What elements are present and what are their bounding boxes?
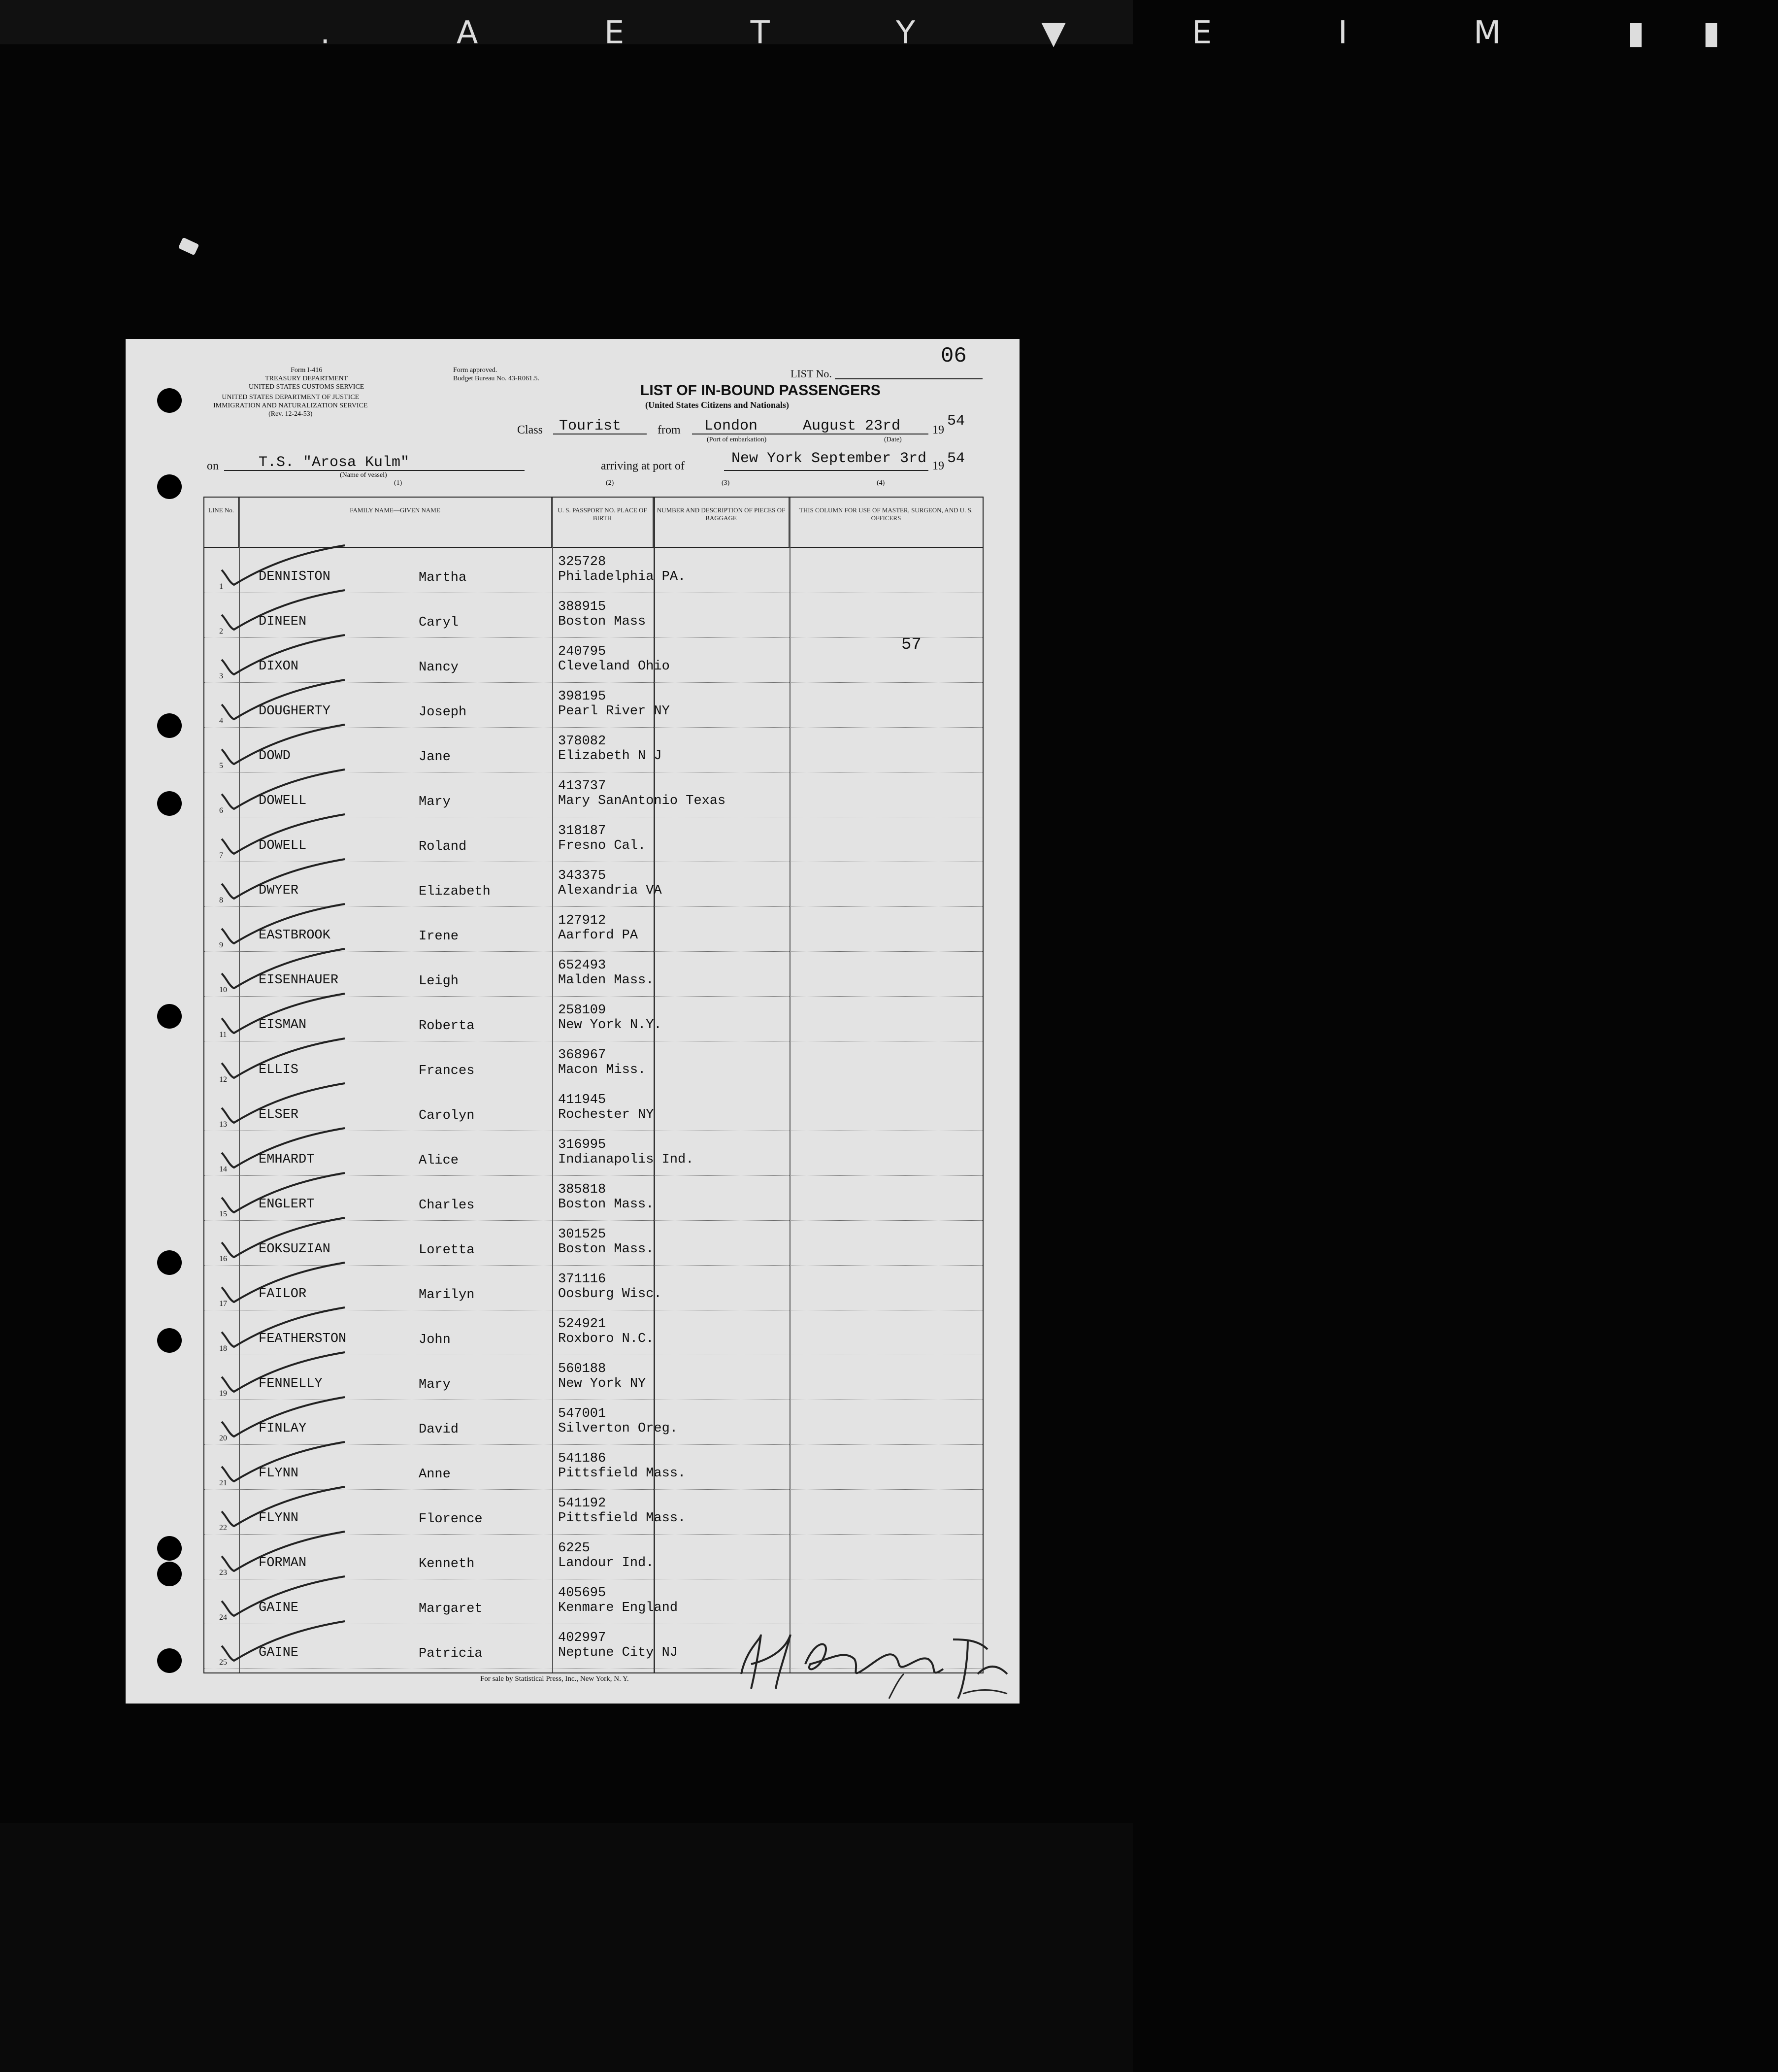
date-caption: (Date) <box>884 436 902 443</box>
place-of-birth: Kenmare England <box>558 1601 678 1615</box>
family-name: DOWELL <box>259 838 307 853</box>
given-name: Nancy <box>419 660 459 675</box>
place-of-birth: Rochester NY <box>558 1107 654 1122</box>
line-number: 8 <box>219 896 223 904</box>
port-caption: (Port of embarkation) <box>707 436 767 443</box>
given-name: David <box>419 1422 459 1437</box>
passenger-table <box>203 497 984 1673</box>
line-number: 7 <box>219 851 223 860</box>
family-name: FINLAY <box>259 1421 307 1436</box>
place-of-birth: Malden Mass. <box>558 973 654 988</box>
from-date: August 23rd <box>803 418 901 434</box>
line-number: 14 <box>219 1165 227 1173</box>
approval-block <box>453 366 539 383</box>
family-name: GAINE <box>259 1601 299 1615</box>
form-id-line: Form I-416 <box>291 367 323 374</box>
binder-hole <box>157 1004 182 1029</box>
place-of-birth: Boston Mass <box>558 614 646 629</box>
list-no-rule <box>835 378 983 379</box>
family-name: DOWD <box>259 749 291 764</box>
passport-number: 6225 <box>558 1541 590 1556</box>
given-name: Jane <box>419 750 451 765</box>
place-of-birth: Fresno Cal. <box>558 838 646 853</box>
line-number: 1 <box>219 582 223 591</box>
line-number: 21 <box>219 1479 227 1487</box>
from-port: London <box>704 418 758 434</box>
place-of-birth: Oosburg Wisc. <box>558 1287 662 1302</box>
given-name: Joseph <box>419 705 467 720</box>
line-number: 2 <box>219 627 223 635</box>
passenger-list-page <box>126 339 1020 1704</box>
given-name: John <box>419 1333 451 1347</box>
class-label: Class <box>517 424 543 436</box>
vessel-caption: (Name of vessel) <box>340 471 387 479</box>
place-of-birth: Macon Miss. <box>558 1063 646 1077</box>
on-label: on <box>207 460 219 472</box>
passport-number: 258109 <box>558 1003 606 1018</box>
binder-hole <box>157 1536 182 1561</box>
approval-line: Form approved. <box>453 367 497 374</box>
line-number: 19 <box>219 1389 227 1398</box>
family-name: FEATHERSTON <box>259 1332 347 1346</box>
year-prefix: 19 <box>932 424 944 436</box>
passport-number: 388915 <box>558 600 606 614</box>
vessel: T.S. "Arosa Kulm" <box>259 454 410 471</box>
given-name: Carolyn <box>419 1108 475 1123</box>
family-name: FLYNN <box>259 1511 299 1526</box>
passport-number: 240795 <box>558 644 606 659</box>
place-of-birth: Landour Ind. <box>558 1556 654 1571</box>
passport-number: 652493 <box>558 958 606 973</box>
passport-number: 398195 <box>558 689 606 704</box>
given-name: Anne <box>419 1467 451 1482</box>
passport-number: 127912 <box>558 913 606 928</box>
col-header-passport: U. S. PASSPORT NO. PLACE OF BIRTH <box>552 498 654 547</box>
place-of-birth: Roxboro N.C. <box>558 1332 654 1346</box>
family-name: FENNELLY <box>259 1376 323 1391</box>
given-name: Leigh <box>419 974 459 989</box>
passport-number: 413737 <box>558 779 606 794</box>
given-name: Frances <box>419 1064 475 1078</box>
check-mark-icon <box>207 1611 355 1666</box>
line-number: 24 <box>219 1613 227 1622</box>
passport-number: 368967 <box>558 1048 606 1063</box>
family-name: ELSER <box>259 1107 299 1122</box>
place-of-birth: Cleveland Ohio <box>558 659 670 674</box>
family-name: DENNISTON <box>259 569 330 584</box>
year: 54 <box>947 413 965 430</box>
form-id-line: TREASURY DEPARTMENT <box>265 375 348 382</box>
passport-number: 385818 <box>558 1182 606 1197</box>
line-number: 11 <box>219 1031 227 1039</box>
family-name: ENGLERT <box>259 1197 315 1212</box>
list-no: 06 <box>941 344 967 368</box>
doj-line: UNITED STATES DEPARTMENT OF JUSTICE <box>222 394 360 401</box>
given-name: Patricia <box>419 1646 483 1661</box>
line-number: 9 <box>219 941 223 949</box>
line-number: 4 <box>219 717 223 725</box>
given-name: Elizabeth <box>419 884 491 899</box>
line-number: 17 <box>219 1300 227 1308</box>
place-of-birth: New York NY <box>558 1376 646 1391</box>
binder-hole <box>157 1648 182 1673</box>
family-name: FLYNN <box>259 1466 299 1481</box>
place-of-birth: Neptune City NJ <box>558 1645 678 1660</box>
col-header-officers: THIS COLUMN FOR USE OF MASTER, SURGEON, AND U. S. OFFICERS <box>799 506 973 522</box>
doj-line: (Rev. 12-24-53) <box>268 410 313 418</box>
list-no-label: LIST No. <box>790 368 832 380</box>
line-number: 23 <box>219 1569 227 1577</box>
list-title: LIST OF IN-BOUND PASSENGERS <box>640 382 881 399</box>
line-number: 15 <box>219 1210 227 1218</box>
col-num-2: (2) <box>606 479 614 487</box>
place-of-birth: Pittsfield Mass. <box>558 1511 686 1526</box>
from-label: from <box>658 424 681 436</box>
family-name: DOWELL <box>259 794 307 808</box>
passport-number: 524921 <box>558 1317 606 1332</box>
col-num-1: (1) <box>394 479 402 487</box>
binder-hole <box>157 713 182 738</box>
arriving-label: arriving at port of <box>601 460 685 472</box>
given-name: Charles <box>419 1198 475 1213</box>
binder-hole <box>157 474 182 499</box>
film-strip-top <box>0 0 1778 51</box>
family-name: DWYER <box>259 883 299 898</box>
passport-number: 402997 <box>558 1631 606 1645</box>
binder-hole <box>157 1328 182 1353</box>
binder-hole <box>157 1250 182 1275</box>
line-number: 5 <box>219 762 223 770</box>
place-of-birth: Silverton Oreg. <box>558 1421 678 1436</box>
line-number: 13 <box>219 1120 227 1129</box>
line-number: 22 <box>219 1524 227 1532</box>
place-of-birth: Indianapolis Ind. <box>558 1152 694 1167</box>
inspector-signature <box>731 1620 1017 1704</box>
line-number: 3 <box>219 672 223 680</box>
passport-number: 541192 <box>558 1496 606 1511</box>
arrival-year-prefix: 19 <box>932 460 944 472</box>
doj-block <box>213 393 367 418</box>
film-code: . A E T Y ▼ E I M ▮▮ <box>320 15 1778 51</box>
given-name: Alice <box>419 1153 459 1168</box>
place-of-birth: Boston Mass. <box>558 1242 654 1257</box>
binder-hole <box>157 388 182 413</box>
passport-number: 541186 <box>558 1451 606 1466</box>
list-subtitle: (United States Citizens and Nationals) <box>645 400 790 410</box>
place-of-birth: Mary SanAntonio Texas <box>558 794 726 808</box>
given-name: Martha <box>419 570 467 585</box>
family-name: DIXON <box>259 659 299 674</box>
place-of-birth: Pittsfield Mass. <box>558 1466 686 1481</box>
line-number: 20 <box>219 1434 227 1442</box>
binder-hole <box>157 1562 182 1586</box>
given-name: Kenneth <box>419 1557 475 1571</box>
film-speck <box>178 237 199 256</box>
place-of-birth: Aarford PA <box>558 928 638 943</box>
given-name: Roland <box>419 839 467 854</box>
family-name: EOKSUZIAN <box>259 1242 330 1257</box>
passport-number: 560188 <box>558 1362 606 1376</box>
passport-number: 325728 <box>558 555 606 569</box>
given-name: Margaret <box>419 1602 483 1616</box>
line-number: 6 <box>219 806 223 815</box>
given-name: Marilyn <box>419 1288 475 1303</box>
family-name: DOUGHERTY <box>259 704 330 719</box>
footer-printer: For sale by Statistical Press, Inc., New York, N. Y. <box>480 1675 629 1683</box>
passport-number: 547001 <box>558 1406 606 1421</box>
place-of-birth: Elizabeth N J <box>558 749 662 764</box>
passport-number: 411945 <box>558 1093 606 1107</box>
col-num-3: (3) <box>722 479 730 487</box>
approval-line: Budget Bureau No. 43-R061.5. <box>453 375 539 382</box>
line-number: 10 <box>219 986 227 994</box>
passport-number: 343375 <box>558 869 606 883</box>
line-number: 25 <box>219 1658 227 1667</box>
given-name: Irene <box>419 929 459 944</box>
given-name: Loretta <box>419 1243 475 1258</box>
line-number: 12 <box>219 1075 227 1084</box>
family-name: DINEEN <box>259 614 307 629</box>
family-name: EMHARDT <box>259 1152 315 1167</box>
passport-number: 301525 <box>558 1227 606 1242</box>
passport-number: 378082 <box>558 734 606 749</box>
family-name: EASTBROOK <box>259 928 330 943</box>
family-name: FAILOR <box>259 1287 307 1302</box>
binder-hole <box>157 791 182 816</box>
form-id <box>249 366 364 391</box>
given-name: Roberta <box>419 1019 475 1034</box>
col-header-name: FAMILY NAME—GIVEN NAME <box>239 498 552 547</box>
place-of-birth: Alexandria VA <box>558 883 662 898</box>
passport-number: 318187 <box>558 824 606 838</box>
col-num-4: (4) <box>877 479 885 487</box>
family-name: FORMAN <box>259 1556 307 1571</box>
form-id-line: UNITED STATES CUSTOMS SERVICE <box>249 383 364 391</box>
line-number: 18 <box>219 1344 227 1353</box>
given-name: Mary <box>419 795 451 809</box>
class-value: Tourist <box>559 418 622 434</box>
film-strip-bottom <box>0 1823 1133 2072</box>
passport-number: 405695 <box>558 1586 606 1601</box>
given-name: Caryl <box>419 615 459 630</box>
arriving-value: New York September 3rd <box>731 450 927 467</box>
line-number: 16 <box>219 1255 227 1263</box>
col-header-baggage: NUMBER AND DESCRIPTION OF PIECES OF BAGGAGE <box>654 498 790 547</box>
family-name: EISENHAUER <box>259 973 339 988</box>
officer-note: 57 <box>901 635 922 654</box>
place-of-birth: Philadelphia PA. <box>558 569 686 584</box>
passport-number: 371116 <box>558 1272 606 1287</box>
passport-number: 316995 <box>558 1137 606 1152</box>
place-of-birth: Pearl River NY <box>558 704 670 719</box>
given-name: Florence <box>419 1512 483 1527</box>
place-of-birth: New York N.Y. <box>558 1018 662 1033</box>
given-name: Mary <box>419 1377 451 1392</box>
family-name: ELLIS <box>259 1063 299 1077</box>
place-of-birth: Boston Mass. <box>558 1197 654 1212</box>
col-header-line: LINE No. <box>204 498 239 547</box>
doj-line: IMMIGRATION AND NATURALIZATION SERVICE <box>213 402 368 409</box>
arriving-rule <box>724 470 928 471</box>
family-name: EISMAN <box>259 1018 307 1033</box>
arrival-year: 54 <box>947 450 965 467</box>
family-name: GAINE <box>259 1645 299 1660</box>
